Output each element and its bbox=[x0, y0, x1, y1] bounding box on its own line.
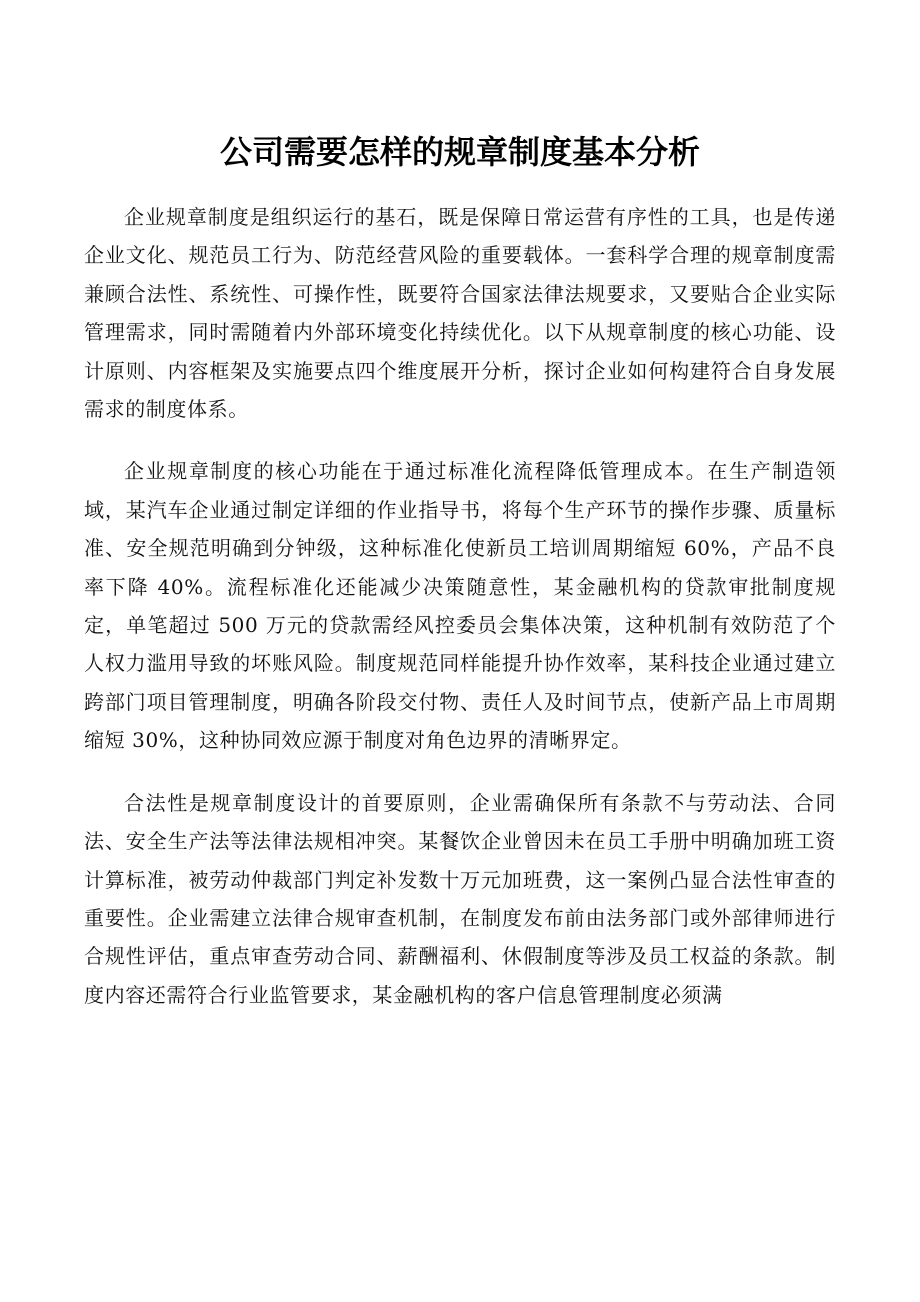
paragraph-intro: 企业规章制度是组织运行的基石，既是保障日常运营有序性的工具，也是传递企业文化、规范员工行为、防范经营风险的重要载体。一套科学合理的规章制度需兼顾合法性、系统性、可操作性，既要符合国家法律法规要求，又要贴合企业实际管理需求，同时需随着内外部环境变化持续优化。以下从规章制度的核心功能、设计原则、内容框架及实施要点四个维度展开分析，探讨企业如何构建符合自身发展需求的制度体系。 bbox=[84, 205, 836, 422]
document-title: 公司需要怎样的规章制度基本分析 bbox=[219, 133, 700, 171]
paragraph-core-function: 企业规章制度的核心功能在于通过标准化流程降低管理成本。在生产制造领域，某汽车企业通过制定详细的作业指导书，将每个生产环节的操作步骤、质量标准、安全规范明确到分钟级，这种标准化使新员工培训周期缩短 60%，产品不良率下降 40%。流程标准化还能减少决策随意性，某金融机构的贷款审批制度规定，单笔超过 500 万元的贷款需经风控委员会集体决策，这种机制有效防范了个人权力滥用导致的坏账风险。制度规范同样能提升协作效率，某科技企业通过建立跨部门项目管理制度，明确各阶段交付物、责任人及时间节点，使新产品上市周期缩短 30%，这种协同效应源于制度对角色边界的清晰界定。 bbox=[84, 459, 836, 753]
document-body bbox=[84, 198, 836, 1038]
paragraph-legality: 合法性是规章制度设计的首要原则，企业需确保所有条款不与劳动法、合同法、安全生产法等法律法规相冲突。某餐饮企业曾因未在员工手册中明确加班工资计算标准，被劳动仲裁部门判定补发数十万元加班费，这一案例凸显合法性审查的重要性。企业需建立法律合规审查机制，在制度发布前由法务部门或外部律师进行合规性评估，重点审查劳动合同、薪酬福利、休假制度等涉及员工权益的条款。制度内容还需符合行业监管要求，某金融机构的客户信息管理制度必须满 bbox=[84, 790, 836, 1007]
